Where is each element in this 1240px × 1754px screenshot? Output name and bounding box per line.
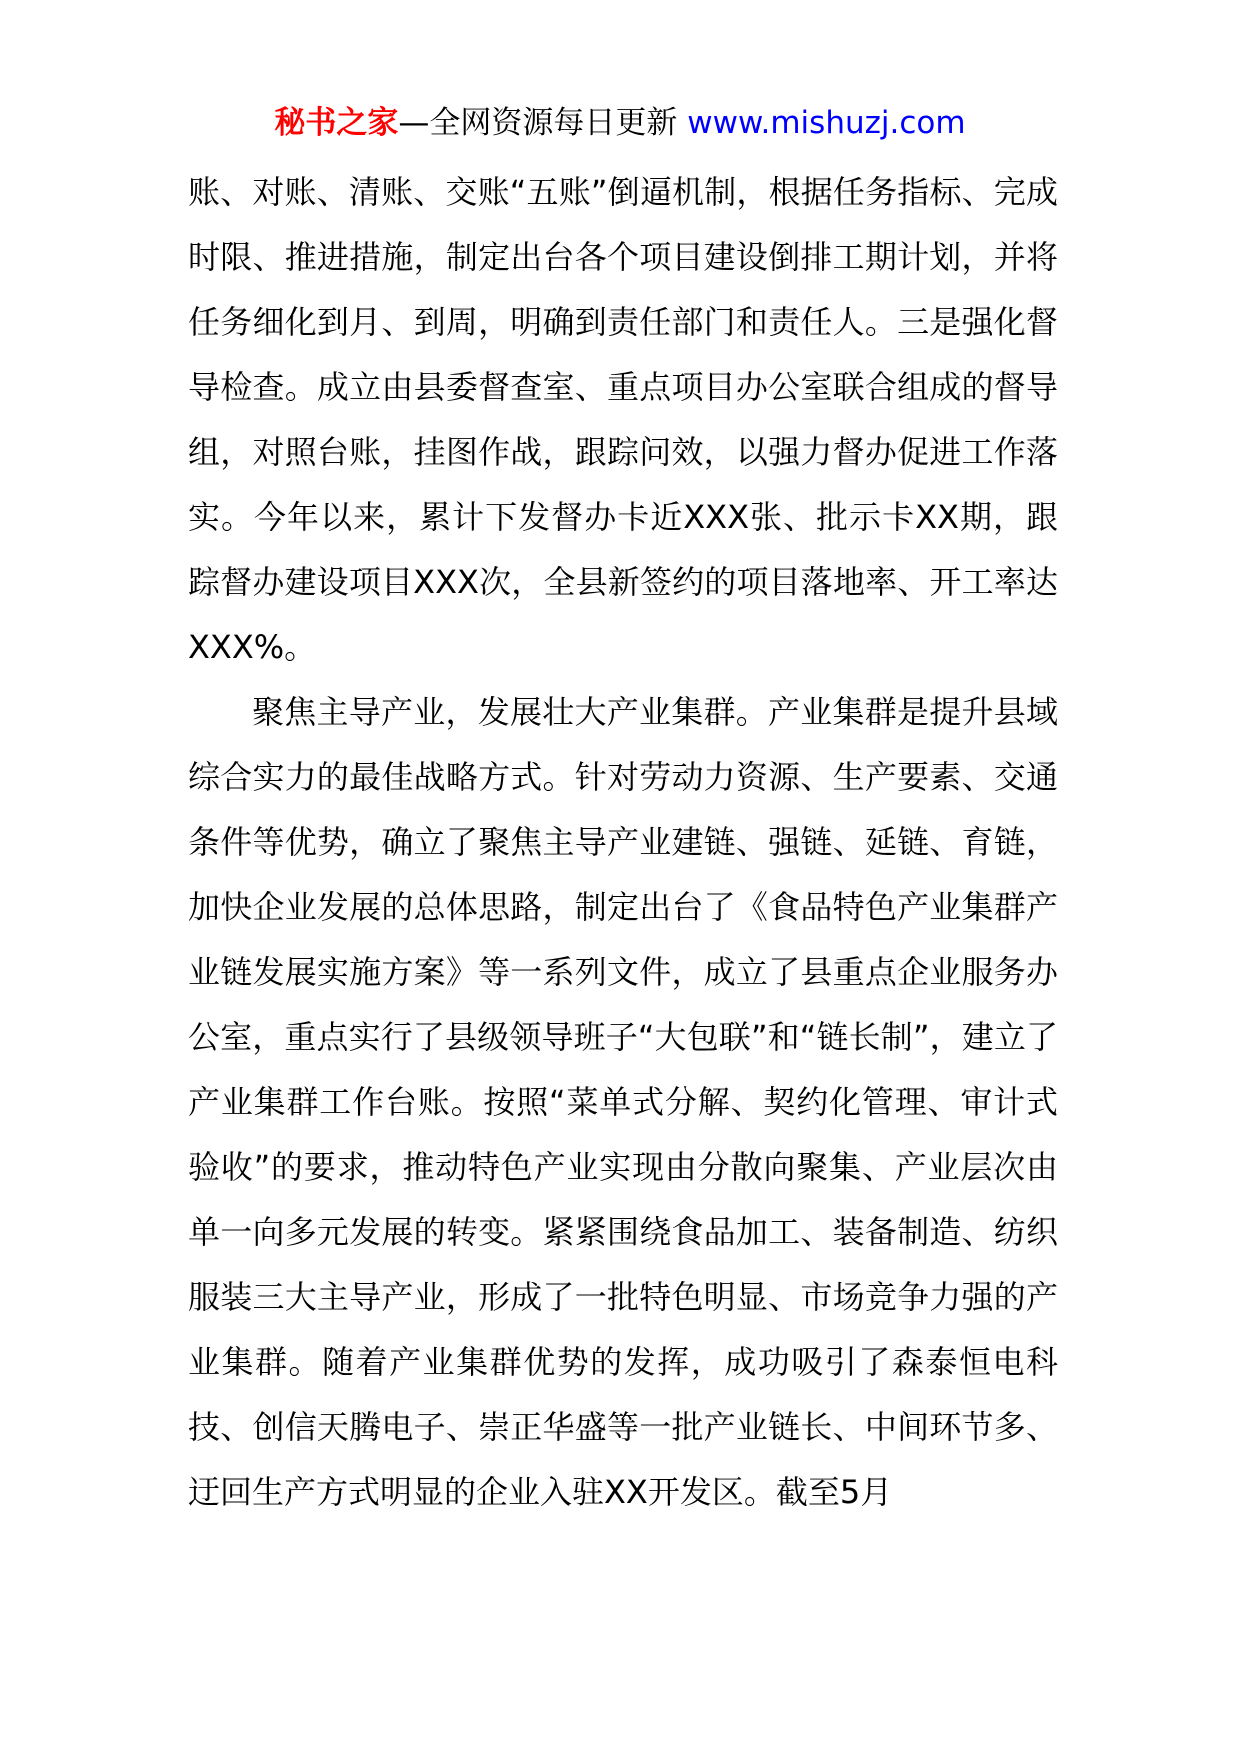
site-header [0, 101, 1240, 145]
document-body [188, 160, 1058, 1525]
site-url-link[interactable]: www.mishuzj.com [687, 105, 966, 141]
site-brand: 秘书之家 [274, 105, 399, 141]
paragraph-continued: 账、对账、清账、交账“五账”倒逼机制，根据任务指标、完成时限、推进措施，制定出台各个项目建设倒排工期计划，并将任务细化到月、到周，明确到责任部门和责任人。三是强化督导检查。成立由县委督查室、重点项目办公室联合组成的督导组，对照台账，挂图作战，跟踪问效，以强力督办促进工作落实。今年以来，累计下发督办卡近XXX张、批示卡XX期，跟踪督办建设项目XXX次，全县新签约的项目落地率、开工率达XXX%。 [188, 173, 1058, 666]
site-tagline: —全网资源每日更新 [398, 105, 688, 141]
paragraph-industry-cluster: 聚焦主导产业，发展壮大产业集群。产业集群是提升县域综合实力的最佳战略方式。针对劳动力资源、生产要素、交通条件等优势，确立了聚焦主导产业建链、强链、延链、育链，加快企业发展的总体思路，制定出台了《食品特色产业集群产业链发展实施方案》等一系列文件，成立了县重点企业服务办公室，重点实行了县级领导班子“大包联”和“链长制”，建立了产业集群工作台账。按照“菜单式分解、契约化管理、审计式验收”的要求，推动特色产业实现由分散向聚集、产业层次由单一向多元发展的转变。紧紧围绕食品加工、装备制造、纺织服装三大主导产业，形成了一批特色明显、市场竞争力强的产业集群。随着产业集群优势的发挥，成功吸引了森泰恒电科技、创信天腾电子、崇正华盛等一批产业链长、中间环节多、迂回生产方式明显的企业入驻XX开发区。截至5月 [188, 693, 1058, 1511]
